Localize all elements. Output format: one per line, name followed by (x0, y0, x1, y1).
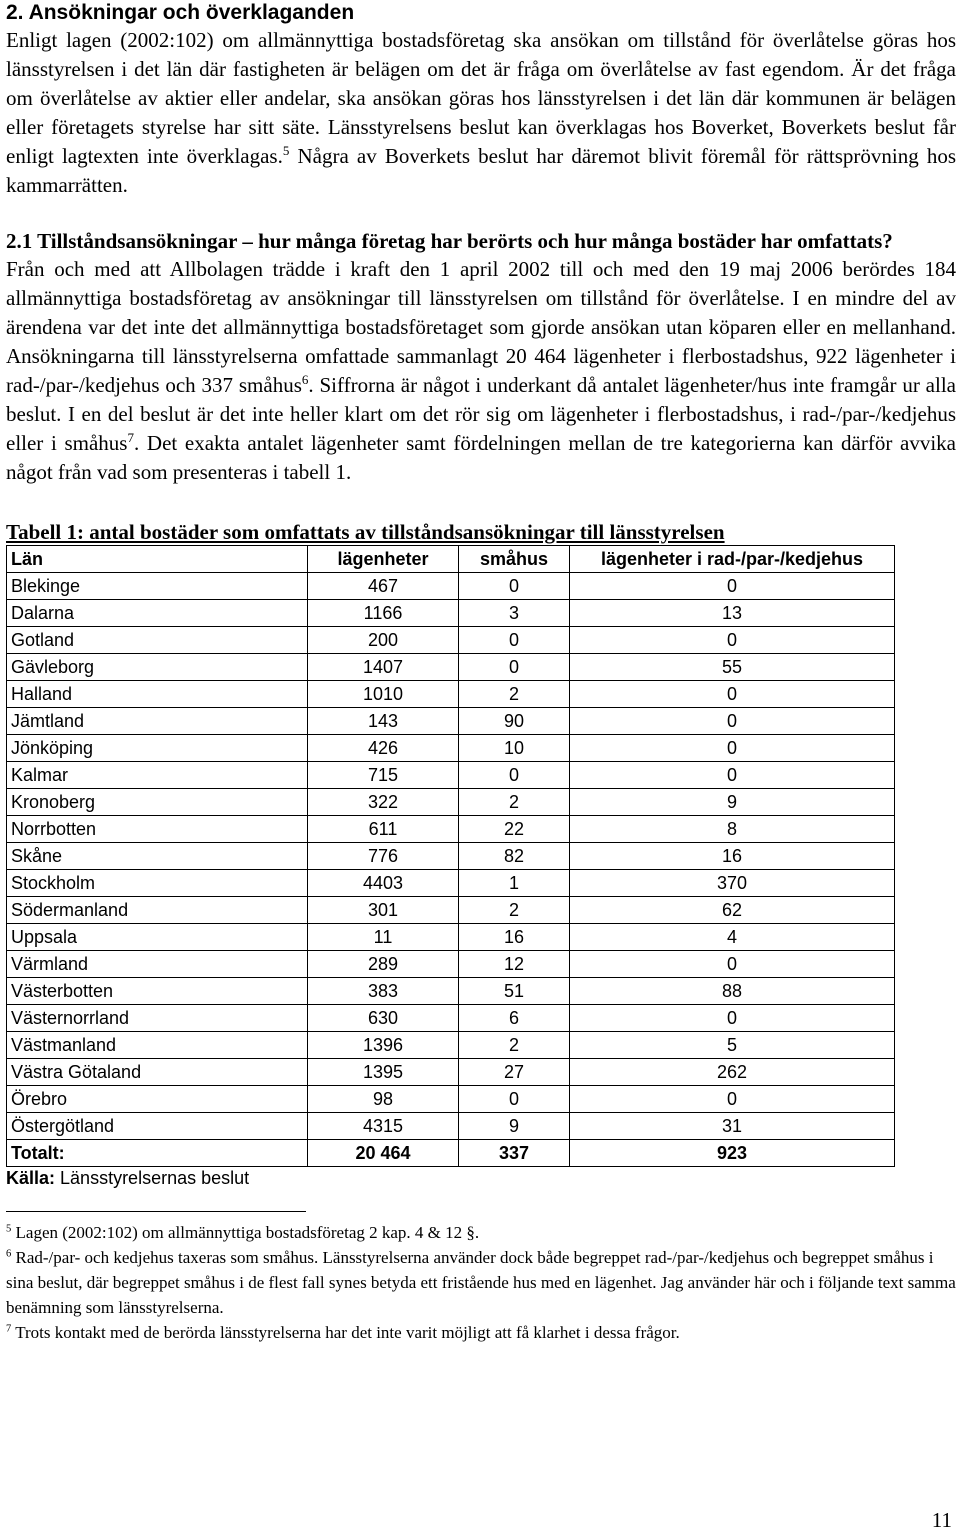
subsection-heading: 2.1 Tillståndsansökningar – hur många företag har berörts och hur många bostäder har omfattats? (6, 229, 893, 253)
county-cell: Östergötland (7, 1113, 308, 1140)
source-label: Källa: (6, 1168, 56, 1188)
table-row (7, 1113, 895, 1140)
value-cell: 0 (459, 1086, 570, 1113)
value-cell: 0 (459, 573, 570, 600)
table-row (7, 681, 895, 708)
value-cell: 12 (459, 951, 570, 978)
value-cell: 9 (570, 789, 895, 816)
county-cell: Södermanland (7, 897, 308, 924)
footnote-text: Rad-/par- och kedjehus taxeras som småhus. Länsstyrelserna använder dock både begreppet rad-/par-/kedjehus och begreppet småhus i sina beslut, där begreppet småhus i de flest fall synes betyda ett fristående hus med en lägenhet. Jag använder här och i följande text samma benämning som länsstyrelserna. (6, 1248, 956, 1317)
value-cell: 27 (459, 1059, 570, 1086)
footnote (6, 1245, 956, 1320)
col-header-lan: Län (7, 546, 308, 573)
page-number: 11 (931, 1508, 952, 1532)
footnote-text: Trots kontakt med de berörda länsstyrelserna har det inte varit möjligt att få klarhet i dessa frågor. (11, 1323, 680, 1342)
table-row (7, 870, 895, 897)
county-cell: Jämtland (7, 708, 308, 735)
paragraph-text: . Siffrorna är något i underkant då antalet lägenheter/hus inte framgår ur alla beslut. I en del beslut är det inte heller klart om det rör sig om lägenheter i flerbostadshus, i rad-/par-/kedjehus eller i småhus (6, 373, 956, 455)
value-cell: 0 (570, 573, 895, 600)
table-row (7, 843, 895, 870)
value-cell: 82 (459, 843, 570, 870)
value-cell: 2 (459, 789, 570, 816)
value-cell: 1166 (308, 600, 459, 627)
table-row (7, 762, 895, 789)
value-cell: 630 (308, 1005, 459, 1032)
value-cell: 0 (570, 681, 895, 708)
value-cell: 3 (459, 600, 570, 627)
value-cell: 4315 (308, 1113, 459, 1140)
value-cell: 8 (570, 816, 895, 843)
total-label-cell: Totalt: (7, 1140, 308, 1167)
paragraph-text: Några av Boverkets beslut har däremot blivit föremål för rättsprövning hos kammarrätten. (6, 144, 957, 197)
value-cell: 1 (459, 870, 570, 897)
section-paragraph (6, 26, 956, 200)
value-cell: 2 (459, 1032, 570, 1059)
col-header-smahus: småhus (459, 546, 570, 573)
table-row (7, 924, 895, 951)
value-cell: 301 (308, 897, 459, 924)
county-cell: Kalmar (7, 762, 308, 789)
value-cell: 0 (570, 627, 895, 654)
value-cell: 1395 (308, 1059, 459, 1086)
table-row (7, 735, 895, 762)
value-cell: 467 (308, 573, 459, 600)
paragraph-text: . Det exakta antalet lägenheter samt fördelningen mellan de tre kategorierna kan därför avvika något från vad som presenteras i tabell 1. (6, 431, 956, 484)
table-row (7, 1005, 895, 1032)
value-cell: 289 (308, 951, 459, 978)
county-cell: Västerbotten (7, 978, 308, 1005)
footnote (6, 1320, 956, 1345)
value-cell: 1407 (308, 654, 459, 681)
value-cell: 4 (570, 924, 895, 951)
county-cell: Gotland (7, 627, 308, 654)
footnote-number: 5 (6, 1223, 12, 1235)
county-cell: Stockholm (7, 870, 308, 897)
paragraph-text: Från och med att Allbolagen trädde i kraft den 1 april 2002 till och med den 19 maj 2006 berördes 184 allmännyttiga bostadsföretag av ansökningar till länsstyrelsen om tillstånd för överlåtelse. I en mindre del av ärendena var det inte det allmännyttiga bostadsföretaget som gjorde ansökan utan köparen eller en mellanhand. Ansökningarna till länsstyrelserna omfattade sammanlagt 20 464 lägenheter i flerbostadshus, 922 lägenheter i rad-/par-/kedjehus och 337 småhus (6, 257, 956, 397)
source-text: Länsstyrelsernas beslut (55, 1168, 250, 1188)
col-header-lagenheter: lägenheter (308, 546, 459, 573)
footnote-ref-7[interactable]: 7 (127, 430, 134, 445)
value-cell: 4403 (308, 870, 459, 897)
table-header-row (7, 546, 895, 573)
value-cell: 51 (459, 978, 570, 1005)
value-cell: 0 (570, 1005, 895, 1032)
value-cell: 55 (570, 654, 895, 681)
county-cell: Dalarna (7, 600, 308, 627)
table-body (7, 573, 895, 1167)
value-cell: 1010 (308, 681, 459, 708)
value-cell: 0 (570, 708, 895, 735)
housing-table (6, 545, 895, 1167)
county-cell: Halland (7, 681, 308, 708)
value-cell: 13 (570, 600, 895, 627)
value-cell: 611 (308, 816, 459, 843)
value-cell: 0 (459, 762, 570, 789)
table-row (7, 1086, 895, 1113)
value-cell: 715 (308, 762, 459, 789)
value-cell: 0 (570, 762, 895, 789)
footnote-separator (6, 1211, 306, 1212)
footnote-ref-6[interactable]: 6 (301, 372, 309, 387)
table-row (7, 951, 895, 978)
value-cell: 262 (570, 1059, 895, 1086)
value-cell: 370 (570, 870, 895, 897)
county-cell: Jönköping (7, 735, 308, 762)
table-row (7, 816, 895, 843)
county-cell: Blekinge (7, 573, 308, 600)
footnote-text: Lagen (2002:102) om allmännyttiga bostadsföretag 2 kap. 4 & 12 §. (11, 1223, 480, 1242)
table-row (7, 708, 895, 735)
table-caption: Tabell 1: antal bostäder som omfattats av tillståndsansökningar till länsstyrelsen (6, 520, 725, 544)
county-cell: Västernorrland (7, 1005, 308, 1032)
value-cell: 776 (308, 843, 459, 870)
value-cell: 0 (570, 735, 895, 762)
table-row (7, 1032, 895, 1059)
value-cell: 98 (308, 1086, 459, 1113)
table-total-row (7, 1140, 895, 1167)
county-cell: Västmanland (7, 1032, 308, 1059)
table-row (7, 789, 895, 816)
value-cell: 22 (459, 816, 570, 843)
col-header-radhus: lägenheter i rad-/par-/kedjehus (570, 546, 895, 573)
value-cell: 90 (459, 708, 570, 735)
table-row (7, 600, 895, 627)
table-source (6, 1167, 956, 1189)
value-cell: 426 (308, 735, 459, 762)
value-cell: 0 (459, 627, 570, 654)
total-value-cell: 337 (459, 1140, 570, 1167)
footnote-number: 7 (6, 1323, 12, 1335)
subsection-paragraph (6, 255, 956, 487)
county-cell: Gävleborg (7, 654, 308, 681)
value-cell: 0 (570, 951, 895, 978)
table-row (7, 1059, 895, 1086)
footnotes (6, 1220, 956, 1345)
value-cell: 31 (570, 1113, 895, 1140)
county-cell: Skåne (7, 843, 308, 870)
table-row (7, 627, 895, 654)
value-cell: 16 (570, 843, 895, 870)
value-cell: 11 (308, 924, 459, 951)
value-cell: 16 (459, 924, 570, 951)
value-cell: 88 (570, 978, 895, 1005)
county-cell: Uppsala (7, 924, 308, 951)
value-cell: 322 (308, 789, 459, 816)
total-value-cell: 20 464 (308, 1140, 459, 1167)
table-row (7, 654, 895, 681)
value-cell: 383 (308, 978, 459, 1005)
county-cell: Kronoberg (7, 789, 308, 816)
value-cell: 9 (459, 1113, 570, 1140)
total-value-cell: 923 (570, 1140, 895, 1167)
value-cell: 1396 (308, 1032, 459, 1059)
footnote-number: 6 (6, 1248, 12, 1260)
county-cell: Norrbotten (7, 816, 308, 843)
table-row (7, 897, 895, 924)
table-row (7, 573, 895, 600)
footnote (6, 1220, 956, 1245)
value-cell: 0 (570, 1086, 895, 1113)
value-cell: 6 (459, 1005, 570, 1032)
county-cell: Värmland (7, 951, 308, 978)
document-page (6, 0, 956, 1345)
footnote-ref-5[interactable]: 5 (282, 143, 290, 158)
value-cell: 2 (459, 897, 570, 924)
value-cell: 10 (459, 735, 570, 762)
county-cell: Västra Götaland (7, 1059, 308, 1086)
value-cell: 2 (459, 681, 570, 708)
value-cell: 62 (570, 897, 895, 924)
table-row (7, 978, 895, 1005)
value-cell: 5 (570, 1032, 895, 1059)
value-cell: 143 (308, 708, 459, 735)
paragraph-text: Enligt lagen (2002:102) om allmännyttiga bostadsföretag ska ansökan om tillstånd för överlåtelse göras hos länsstyrelsen i det län där fastigheten är belägen om det är fråga om överlåtelse av fast egendom. Är det fråga om överlåtelse av aktier eller andelar, ska ansökan göras hos länsstyrelsen i det län där kommunen är belägen eller företagets styrelse har sitt säte. Länsstyrelsens beslut kan överklagas hos Boverket, Boverkets beslut får enligt lagtexten inte överklagas. (6, 28, 956, 168)
county-cell: Örebro (7, 1086, 308, 1113)
value-cell: 200 (308, 627, 459, 654)
section-heading: 2. Ansökningar och överklaganden (6, 1, 355, 24)
value-cell: 0 (459, 654, 570, 681)
